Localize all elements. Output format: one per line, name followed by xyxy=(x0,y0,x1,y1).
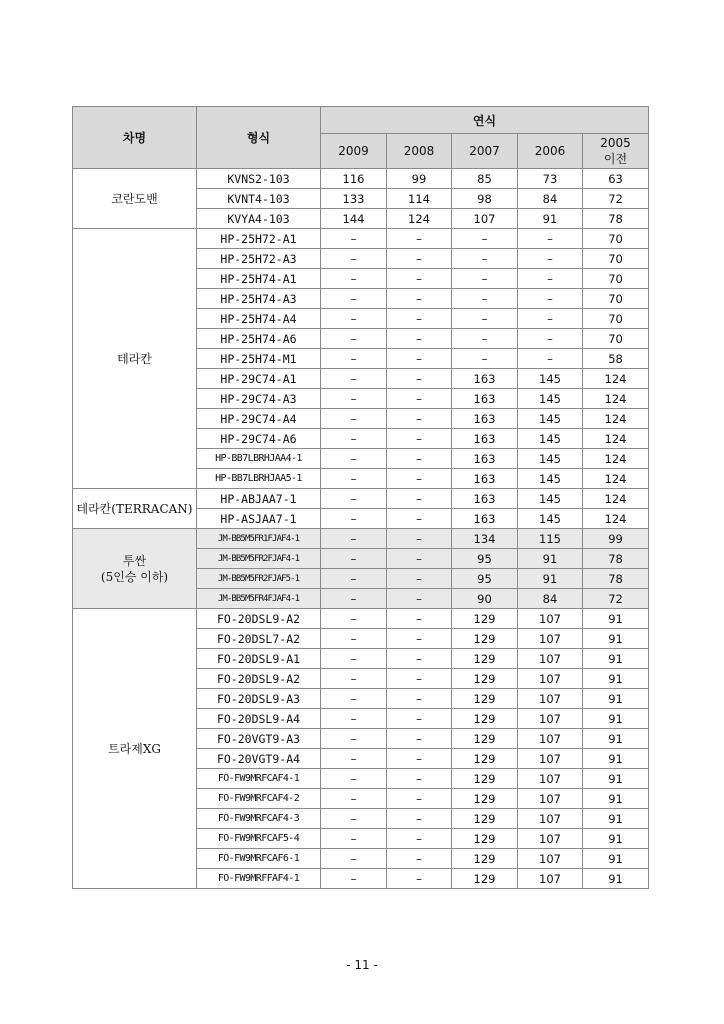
value-cell-y2007: – xyxy=(452,349,518,369)
model-type-cell: HP-29C74-A3 xyxy=(197,389,321,409)
value-cell-y2006: 145 xyxy=(518,409,583,429)
model-type-cell: JM-BB5M5FR1FJAF4-1 xyxy=(197,529,321,549)
value-cell-y2009: – xyxy=(321,649,387,669)
model-type-cell: FO-20DSL9-A2 xyxy=(197,669,321,689)
value-cell-y2009: – xyxy=(321,829,387,849)
model-type-cell: HP-25H74-A3 xyxy=(197,289,321,309)
model-type-cell: KVYA4-103 xyxy=(197,209,321,229)
value-cell-y2008: – xyxy=(387,429,452,449)
header-model-type: 형식 xyxy=(197,107,321,169)
value-cell-y2006: 145 xyxy=(518,389,583,409)
model-type-cell: FO-FW9MRFCAF4-2 xyxy=(197,789,321,809)
value-cell-y2008: 99 xyxy=(387,169,452,189)
table-header xyxy=(73,107,649,169)
car-name-cell xyxy=(73,489,197,529)
value-cell-y2009: – xyxy=(321,549,387,569)
value-cell-y2009: – xyxy=(321,309,387,329)
value-cell-y2008: – xyxy=(387,589,452,609)
value-cell-y2006: 145 xyxy=(518,369,583,389)
value-cell-y2008: – xyxy=(387,669,452,689)
value-cell-y2009: 116 xyxy=(321,169,387,189)
table-row xyxy=(73,489,649,509)
value-cell-y2007: 163 xyxy=(452,509,518,529)
value-cell-y2009: – xyxy=(321,609,387,629)
value-cell-y2006: 91 xyxy=(518,549,583,569)
value-cell-y2008: – xyxy=(387,729,452,749)
value-cell-y2005: 78 xyxy=(583,569,649,589)
model-type-cell: JM-BB5M5FR2FJAF4-1 xyxy=(197,549,321,569)
value-cell-y2007: 129 xyxy=(452,809,518,829)
value-cell-y2007: – xyxy=(452,269,518,289)
value-cell-y2008: – xyxy=(387,849,452,869)
value-cell-y2006: – xyxy=(518,249,583,269)
value-cell-y2007: 95 xyxy=(452,549,518,569)
header-year-2005-earlier xyxy=(583,134,649,169)
model-type-cell: HP-25H74-M1 xyxy=(197,349,321,369)
model-type-cell: HP-ABJAA7-1 xyxy=(197,489,321,509)
value-cell-y2008: – xyxy=(387,829,452,849)
value-cell-y2006: 91 xyxy=(518,209,583,229)
value-cell-y2009: – xyxy=(321,589,387,609)
header-year-2006: 2006 xyxy=(518,134,583,169)
value-cell-y2005: 124 xyxy=(583,469,649,489)
model-type-cell: JM-BB5M5FR2FJAF5-1 xyxy=(197,569,321,589)
value-cell-y2005: 91 xyxy=(583,669,649,689)
car-name: 테라칸(TERRACAN) xyxy=(76,501,193,516)
value-cell-y2008: – xyxy=(387,389,452,409)
value-cell-y2006: – xyxy=(518,349,583,369)
value-cell-y2006: 84 xyxy=(518,589,583,609)
value-cell-y2009: – xyxy=(321,689,387,709)
value-cell-y2007: – xyxy=(452,289,518,309)
value-cell-y2008: – xyxy=(387,489,452,509)
header-year-2005-line1: 2005 xyxy=(600,136,631,150)
value-cell-y2008: – xyxy=(387,309,452,329)
value-cell-y2009: – xyxy=(321,789,387,809)
value-cell-y2006: – xyxy=(518,289,583,309)
page-number: - 11 - xyxy=(346,958,378,972)
value-cell-y2006: – xyxy=(518,269,583,289)
value-cell-y2007: 163 xyxy=(452,389,518,409)
value-cell-y2008: – xyxy=(387,449,452,469)
model-type-cell: FO-FW9MRFCAF4-3 xyxy=(197,809,321,829)
value-cell-y2007: 85 xyxy=(452,169,518,189)
car-name: 코란도밴 xyxy=(111,191,158,206)
value-cell-y2009: – xyxy=(321,809,387,829)
value-cell-y2005: 91 xyxy=(583,609,649,629)
value-cell-y2006: – xyxy=(518,329,583,349)
value-cell-y2007: 129 xyxy=(452,789,518,809)
value-cell-y2006: 91 xyxy=(518,569,583,589)
value-cell-y2008: – xyxy=(387,249,452,269)
model-type-cell: FO-FW9MRFCAF4-1 xyxy=(197,769,321,789)
model-type-cell: HP-BB7LBRHJAA4-1 xyxy=(197,449,321,469)
model-type-cell: FO-FW9MRFCAF6-1 xyxy=(197,849,321,869)
value-cell-y2008: – xyxy=(387,609,452,629)
value-cell-y2009: – xyxy=(321,349,387,369)
value-cell-y2008: – xyxy=(387,869,452,889)
value-cell-y2009: – xyxy=(321,389,387,409)
value-cell-y2009: – xyxy=(321,449,387,469)
model-type-cell: KVNT4-103 xyxy=(197,189,321,209)
value-cell-y2007: 129 xyxy=(452,689,518,709)
value-cell-y2009: 144 xyxy=(321,209,387,229)
value-cell-y2008: – xyxy=(387,549,452,569)
model-type-cell: FO-20DSL7-A2 xyxy=(197,629,321,649)
value-cell-y2009: – xyxy=(321,729,387,749)
value-cell-y2009: – xyxy=(321,669,387,689)
value-cell-y2005: 91 xyxy=(583,729,649,749)
model-type-cell: FO-20VGT9-A4 xyxy=(197,749,321,769)
value-cell-y2008: – xyxy=(387,289,452,309)
value-cell-y2005: 70 xyxy=(583,309,649,329)
value-cell-y2009: – xyxy=(321,369,387,389)
value-cell-y2009: – xyxy=(321,329,387,349)
value-cell-y2005: 124 xyxy=(583,509,649,529)
model-type-cell: FO-FW9MRFCAF5-4 xyxy=(197,829,321,849)
value-cell-y2006: 107 xyxy=(518,749,583,769)
value-cell-y2006: – xyxy=(518,229,583,249)
value-cell-y2009: – xyxy=(321,869,387,889)
value-cell-y2009: – xyxy=(321,469,387,489)
value-cell-y2009: – xyxy=(321,429,387,449)
value-cell-y2005: 91 xyxy=(583,789,649,809)
value-cell-y2009: – xyxy=(321,269,387,289)
value-cell-y2007: 163 xyxy=(452,489,518,509)
value-cell-y2009: – xyxy=(321,849,387,869)
value-cell-y2007: 163 xyxy=(452,409,518,429)
value-cell-y2005: 70 xyxy=(583,249,649,269)
value-cell-y2007: – xyxy=(452,329,518,349)
value-cell-y2006: 107 xyxy=(518,729,583,749)
value-cell-y2005: 124 xyxy=(583,429,649,449)
value-cell-y2009: – xyxy=(321,749,387,769)
value-cell-y2008: – xyxy=(387,349,452,369)
model-type-cell: FO-FW9MRFFAF4-1 xyxy=(197,869,321,889)
value-cell-y2008: 124 xyxy=(387,209,452,229)
value-cell-y2005: 63 xyxy=(583,169,649,189)
car-name-cell xyxy=(73,169,197,229)
value-cell-y2006: 107 xyxy=(518,769,583,789)
value-cell-y2007: 107 xyxy=(452,209,518,229)
value-cell-y2006: 107 xyxy=(518,609,583,629)
value-cell-y2007: 163 xyxy=(452,449,518,469)
value-cell-y2005: 70 xyxy=(583,329,649,349)
model-type-cell: HP-25H74-A1 xyxy=(197,269,321,289)
model-type-cell: KVNS2-103 xyxy=(197,169,321,189)
value-cell-y2005: 91 xyxy=(583,709,649,729)
car-name: 트라제XG xyxy=(108,741,161,756)
value-cell-y2007: 129 xyxy=(452,829,518,849)
model-type-cell: HP-29C74-A1 xyxy=(197,369,321,389)
value-cell-y2006: 107 xyxy=(518,869,583,889)
value-cell-y2009: – xyxy=(321,229,387,249)
table-row xyxy=(73,529,649,549)
value-cell-y2008: – xyxy=(387,769,452,789)
model-type-cell: HP-25H72-A1 xyxy=(197,229,321,249)
value-cell-y2007: 129 xyxy=(452,629,518,649)
value-cell-y2005: 91 xyxy=(583,869,649,889)
value-cell-y2007: 129 xyxy=(452,709,518,729)
value-cell-y2006: 107 xyxy=(518,669,583,689)
value-cell-y2005: 70 xyxy=(583,289,649,309)
model-type-cell: HP-25H74-A4 xyxy=(197,309,321,329)
value-cell-y2006: 107 xyxy=(518,649,583,669)
value-cell-y2005: 99 xyxy=(583,529,649,549)
value-cell-y2007: 163 xyxy=(452,369,518,389)
value-cell-y2009: – xyxy=(321,509,387,529)
value-cell-y2007: 129 xyxy=(452,769,518,789)
value-cell-y2006: 107 xyxy=(518,829,583,849)
value-cell-y2006: – xyxy=(518,309,583,329)
value-cell-y2006: 107 xyxy=(518,849,583,869)
value-cell-y2009: – xyxy=(321,249,387,269)
table-row xyxy=(73,229,649,249)
value-cell-y2007: – xyxy=(452,249,518,269)
value-cell-y2006: 107 xyxy=(518,709,583,729)
value-cell-y2008: 114 xyxy=(387,189,452,209)
value-cell-y2005: 91 xyxy=(583,829,649,849)
value-cell-y2005: 124 xyxy=(583,369,649,389)
model-type-cell: FO-20DSL9-A2 xyxy=(197,609,321,629)
car-name-cell xyxy=(73,229,197,489)
value-cell-y2007: 163 xyxy=(452,429,518,449)
value-cell-y2007: 129 xyxy=(452,669,518,689)
value-cell-y2006: 107 xyxy=(518,689,583,709)
vehicle-model-year-table xyxy=(72,106,649,889)
value-cell-y2009: – xyxy=(321,409,387,429)
value-cell-y2006: 145 xyxy=(518,429,583,449)
value-cell-y2009: – xyxy=(321,289,387,309)
header-year-2009: 2009 xyxy=(321,134,387,169)
value-cell-y2008: – xyxy=(387,809,452,829)
value-cell-y2005: 78 xyxy=(583,549,649,569)
value-cell-y2007: 134 xyxy=(452,529,518,549)
model-type-cell: HP-25H74-A6 xyxy=(197,329,321,349)
value-cell-y2008: – xyxy=(387,329,452,349)
header-car-name: 차명 xyxy=(73,107,197,169)
table-row xyxy=(73,609,649,629)
model-type-cell: FO-20DSL9-A1 xyxy=(197,649,321,669)
value-cell-y2009: – xyxy=(321,489,387,509)
value-cell-y2008: – xyxy=(387,689,452,709)
model-type-cell: HP-25H72-A3 xyxy=(197,249,321,269)
value-cell-y2007: 95 xyxy=(452,569,518,589)
table-row xyxy=(73,169,649,189)
value-cell-y2005: 124 xyxy=(583,389,649,409)
header-year-2007: 2007 xyxy=(452,134,518,169)
value-cell-y2008: – xyxy=(387,369,452,389)
value-cell-y2007: 129 xyxy=(452,849,518,869)
value-cell-y2005: 91 xyxy=(583,629,649,649)
value-cell-y2007: 129 xyxy=(452,649,518,669)
value-cell-y2009: – xyxy=(321,769,387,789)
value-cell-y2007: 98 xyxy=(452,189,518,209)
value-cell-y2008: – xyxy=(387,269,452,289)
value-cell-y2008: – xyxy=(387,409,452,429)
value-cell-y2009: – xyxy=(321,629,387,649)
car-name: 테라칸 xyxy=(117,351,152,366)
value-cell-y2005: 124 xyxy=(583,409,649,429)
value-cell-y2007: 129 xyxy=(452,609,518,629)
value-cell-y2007: 129 xyxy=(452,729,518,749)
value-cell-y2005: 70 xyxy=(583,269,649,289)
value-cell-y2005: 72 xyxy=(583,589,649,609)
header-year-2008: 2008 xyxy=(387,134,452,169)
model-type-cell: FO-20DSL9-A3 xyxy=(197,689,321,709)
value-cell-y2005: 78 xyxy=(583,209,649,229)
value-cell-y2006: 145 xyxy=(518,469,583,489)
value-cell-y2008: – xyxy=(387,749,452,769)
table-body xyxy=(73,169,649,889)
value-cell-y2009: – xyxy=(321,529,387,549)
header-year-2005-line2: 이전 xyxy=(603,152,628,166)
value-cell-y2008: – xyxy=(387,649,452,669)
value-cell-y2005: 91 xyxy=(583,649,649,669)
value-cell-y2005: 124 xyxy=(583,489,649,509)
value-cell-y2007: 90 xyxy=(452,589,518,609)
value-cell-y2005: 124 xyxy=(583,449,649,469)
value-cell-y2005: 58 xyxy=(583,349,649,369)
value-cell-y2009: – xyxy=(321,709,387,729)
value-cell-y2006: 145 xyxy=(518,509,583,529)
value-cell-y2005: 72 xyxy=(583,189,649,209)
value-cell-y2005: 70 xyxy=(583,229,649,249)
value-cell-y2008: – xyxy=(387,229,452,249)
value-cell-y2005: 91 xyxy=(583,689,649,709)
car-name-subtitle: (5인승 이하) xyxy=(100,569,169,584)
value-cell-y2007: 163 xyxy=(452,469,518,489)
value-cell-y2009: – xyxy=(321,569,387,589)
value-cell-y2005: 91 xyxy=(583,809,649,829)
model-type-cell: HP-BB7LBRHJAA5-1 xyxy=(197,469,321,489)
value-cell-y2008: – xyxy=(387,509,452,529)
value-cell-y2006: 107 xyxy=(518,809,583,829)
value-cell-y2006: 107 xyxy=(518,789,583,809)
value-cell-y2005: 91 xyxy=(583,769,649,789)
model-type-cell: JM-BB5M5FR4FJAF4-1 xyxy=(197,589,321,609)
model-type-cell: HP-ASJAA7-1 xyxy=(197,509,321,529)
value-cell-y2006: 115 xyxy=(518,529,583,549)
value-cell-y2005: 91 xyxy=(583,749,649,769)
value-cell-y2006: 145 xyxy=(518,489,583,509)
value-cell-y2008: – xyxy=(387,529,452,549)
model-type-cell: FO-20DSL9-A4 xyxy=(197,709,321,729)
value-cell-y2007: – xyxy=(452,309,518,329)
value-cell-y2006: 145 xyxy=(518,449,583,469)
value-cell-y2009: 133 xyxy=(321,189,387,209)
model-type-cell: HP-29C74-A4 xyxy=(197,409,321,429)
value-cell-y2008: – xyxy=(387,469,452,489)
car-name: 투싼 xyxy=(122,553,147,568)
value-cell-y2007: 129 xyxy=(452,749,518,769)
value-cell-y2008: – xyxy=(387,789,452,809)
car-name-cell xyxy=(73,529,197,609)
value-cell-y2005: 91 xyxy=(583,849,649,869)
model-type-cell: HP-29C74-A6 xyxy=(197,429,321,449)
value-cell-y2006: 107 xyxy=(518,629,583,649)
value-cell-y2006: 84 xyxy=(518,189,583,209)
header-model-year: 연식 xyxy=(321,107,649,134)
value-cell-y2008: – xyxy=(387,709,452,729)
model-type-cell: FO-20VGT9-A3 xyxy=(197,729,321,749)
value-cell-y2008: – xyxy=(387,569,452,589)
value-cell-y2007: – xyxy=(452,229,518,249)
car-name-cell xyxy=(73,609,197,889)
value-cell-y2007: 129 xyxy=(452,869,518,889)
value-cell-y2006: 73 xyxy=(518,169,583,189)
value-cell-y2008: – xyxy=(387,629,452,649)
